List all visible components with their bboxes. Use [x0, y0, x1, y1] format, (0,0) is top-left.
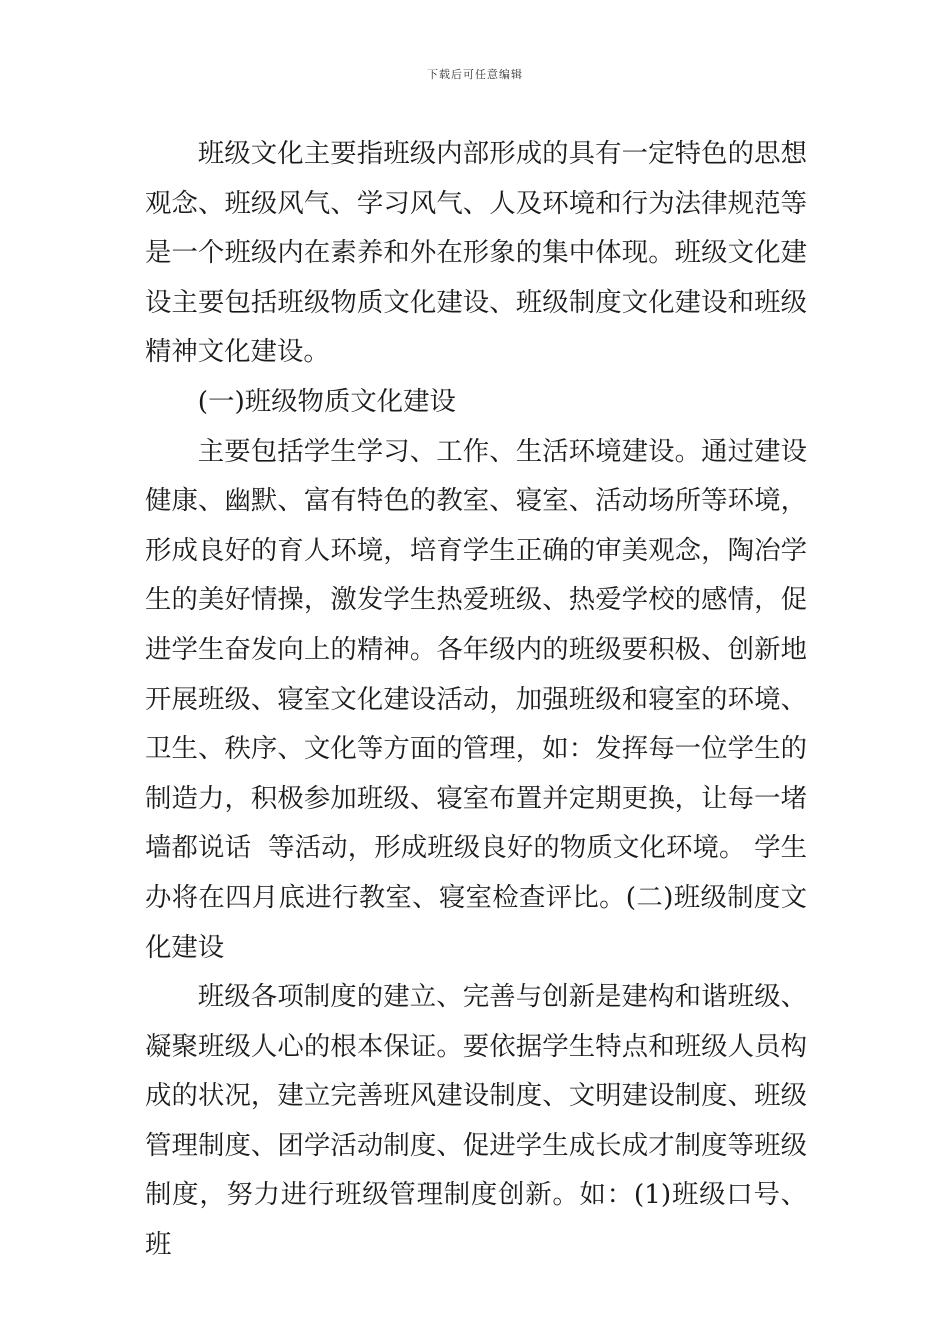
section-heading-material-culture: (一)班级物质文化建设: [197, 385, 456, 417]
paragraph-material-culture: 主要包括学生学习、工作、生活环境建设。通过建设健康、幽默、富有特色的教室、寝室、活动场所等环境，形成良好的育人环境，培育学生正确的审美观念，陶冶学生的美好情操，激发学生热爱班级、热爱学校的感情，促进学生奋发向上的精神。各年级内的班级要积极、创新地开展班级、寝室文化建设活动，加强班级和寝室的环境、卫生、秩序、文化等方面的管理，如：发挥每一位学生的制造力，积极参加班级、寝室布置并定期更换，让每一堵墙都说话 等活动，形成班级良好的物质文化环境。 学生办将在四月底进行教室、寝室检查评比。(二)班级制度文化建设: [145, 435, 807, 963]
document-body: [145, 129, 807, 1270]
page-header-note: 下载后可任意编辑: [427, 68, 523, 81]
paragraph-intro: 班级文化主要指班级内部形成的具有一定特色的思想观念、班级风气、学习风气、人及环境和行为法律规范等是一个班级内在素养和外在形象的集中体现。班级文化建设主要包括班级物质文化建设、班级制度文化建设和班级精神文化建设。: [145, 138, 807, 368]
paragraph-system-culture: 班级各项制度的建立、完善与创新是建构和谐班级、凝聚班级人心的根本保证。要依据学生特点和班级人员构成的状况，建立完善班风建设制度、文明建设制度、班级管理制度、团学活动制度、促进学生成长成才制度等班级制度，努力进行班级管理制度创新。如：(1)班级口号、班: [145, 981, 807, 1261]
